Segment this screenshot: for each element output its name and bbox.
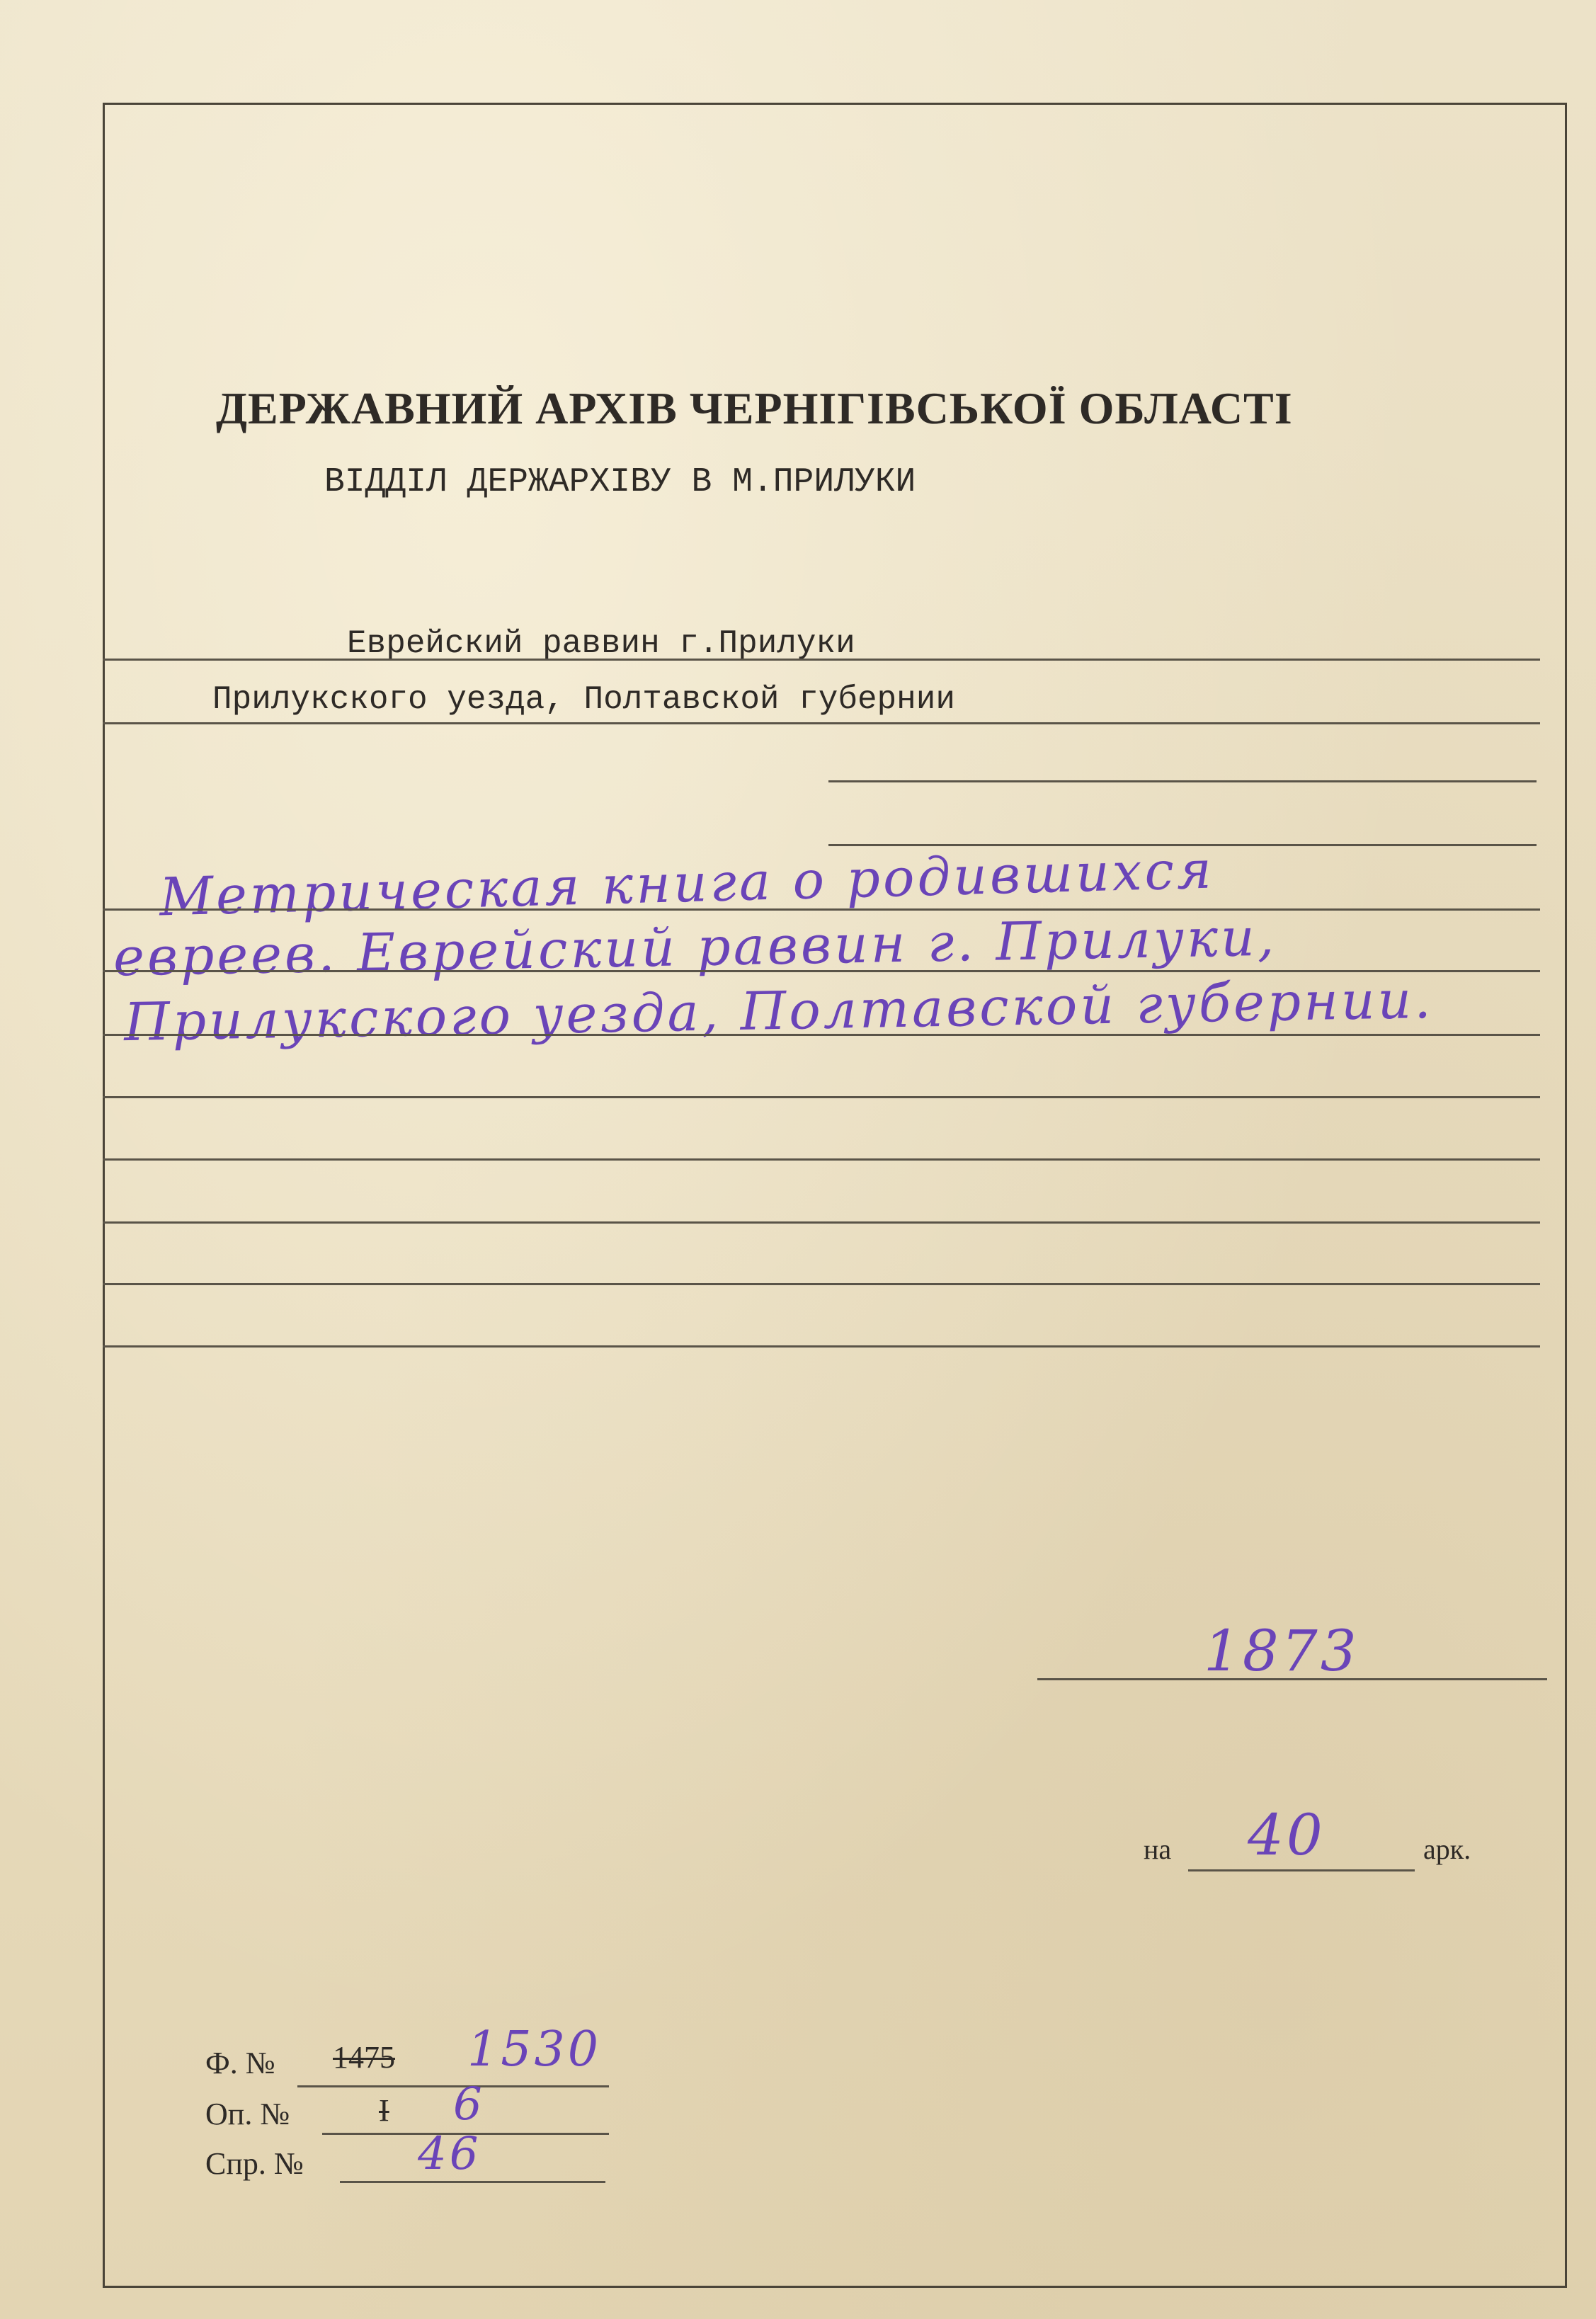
year-rule-line: [1037, 1678, 1547, 1680]
sheets-suffix: арк.: [1423, 1833, 1471, 1865]
case-title-line-3: Прилукского уезда, Полтавской губернии.: [123, 969, 1435, 1054]
sheets-count: 40: [1248, 1802, 1326, 1868]
sprava-rule-line: [340, 2181, 605, 2183]
sprava-number: 46: [418, 2128, 481, 2180]
rule-line: [103, 1158, 1540, 1161]
rule-line: [103, 1096, 1540, 1098]
fond-new-number: 1530: [467, 2022, 602, 2078]
archive-title: ДЕРЖАВНИЙ АРХІВ ЧЕРНІГІВСЬКОЇ ОБЛАСТІ: [216, 383, 1293, 433]
rule-line: [103, 1034, 1540, 1036]
rule-line: [828, 780, 1537, 782]
opys-new-number: 6: [453, 2078, 485, 2131]
rule-line: [103, 722, 1540, 724]
fund-creator-line-2: Прилукского уезда, Полтавской губернии: [212, 681, 955, 718]
sheets-rule-line: [1188, 1869, 1415, 1871]
opys-label: Оп. №: [205, 2097, 290, 2131]
sprava-label: Спр. №: [205, 2146, 304, 2181]
opys-old-number: I: [379, 2093, 389, 2128]
archive-subtitle: ВІДДІЛ ДЕРЖАРХІВУ В М.ПРИЛУКИ: [324, 463, 916, 501]
rule-line: [103, 659, 1540, 661]
sheets-prefix: на: [1144, 1833, 1172, 1865]
fond-label: Ф. №: [205, 2046, 275, 2080]
case-title-line-2: евреев. Еврейский раввин г. Прилуки,: [113, 906, 1277, 988]
fond-old-number: 1475: [333, 2040, 395, 2075]
case-title-line-1: Метрическая книга о родившихся: [159, 839, 1215, 928]
fund-creator-line-1: Еврейский раввин г.Прилуки: [347, 625, 855, 662]
year-handwritten: 1873: [1204, 1618, 1360, 1684]
rule-line: [103, 1221, 1540, 1224]
rule-line: [103, 1283, 1540, 1285]
rule-line: [103, 908, 1540, 911]
rule-line: [103, 1345, 1540, 1347]
